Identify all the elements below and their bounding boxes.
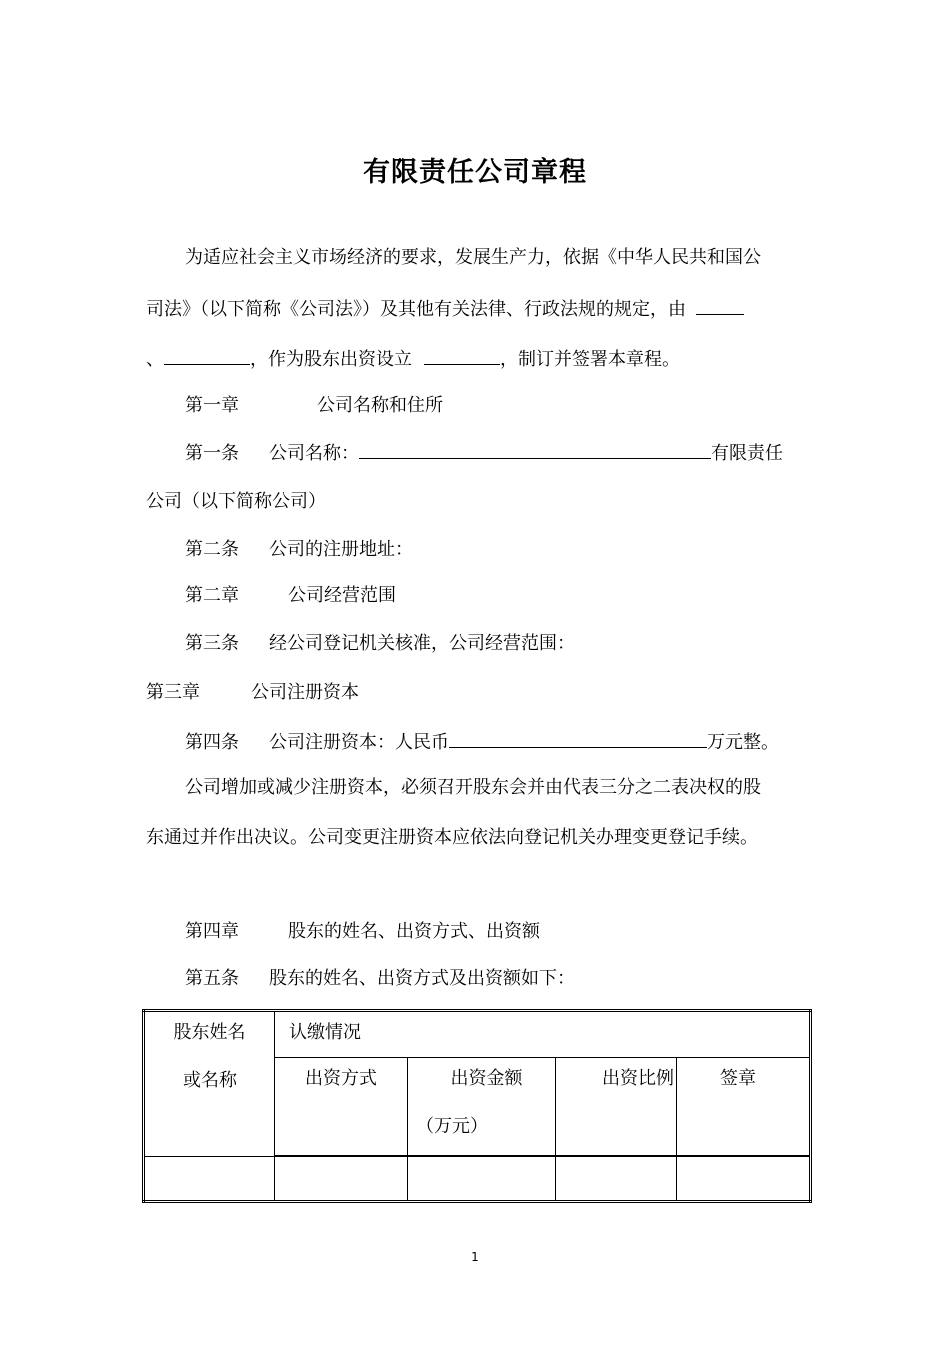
header-contribution-ratio-label: 出资比例: [602, 1068, 674, 1089]
chapter-3-title: 公司注册资本: [251, 682, 359, 703]
article-4-label: 公司注册资本：人民币: [269, 732, 449, 753]
chapter-3: [146, 681, 359, 705]
header-subscription-label: 认缴情况: [289, 1022, 361, 1043]
header-subscription-group: [275, 1011, 811, 1058]
intro-line-2: [146, 296, 744, 322]
capital-blank: [449, 729, 707, 748]
chapter-4-title: 股东的姓名、出资方式、出资额: [288, 921, 540, 942]
capital-paragraph-line-2: 东通过并作出决议。公司变更注册资本应依法向登记机关办理变更登记手续。: [146, 827, 758, 848]
article-3-number: 第三条: [185, 633, 239, 654]
intro-line-3-mid: ，作为股东出资设立: [250, 349, 412, 370]
chapter-2: [185, 584, 396, 608]
intro-line-1: 为适应社会主义市场经济的要求，发展生产力，依据《中华人民共和国公: [185, 247, 761, 268]
table-cell: [408, 1157, 556, 1202]
header-contribution-amount-l1: 出资金额: [450, 1068, 523, 1089]
article-2: [185, 538, 413, 562]
chapter-1-title: 公司名称和住所: [317, 395, 443, 416]
chapter-4-number: 第四章: [185, 921, 239, 942]
intro-line-3-sep: 、: [146, 349, 164, 370]
chapter-3-number: 第三章: [146, 682, 200, 703]
table-cell: [144, 1157, 275, 1202]
header-signature-label: 签章: [720, 1068, 756, 1089]
company-name-blank: [359, 440, 711, 459]
table-cell: [677, 1157, 811, 1202]
article-2-text: 公司的注册地址：: [269, 539, 413, 560]
article-1-number: 第一条: [185, 443, 239, 464]
chapter-4: [185, 920, 540, 944]
article-1: [185, 440, 783, 466]
founder-blank-1: [696, 296, 744, 315]
header-contribution-method-label: 出资方式: [305, 1068, 377, 1089]
header-contribution-method: [275, 1058, 408, 1156]
page-number: 1: [471, 1250, 479, 1264]
article-5: [185, 967, 575, 991]
article-5-text: 股东的姓名、出资方式及出资额如下：: [269, 968, 575, 989]
article-3-text: 经公司登记机关核准，公司经营范围：: [269, 633, 575, 654]
chapter-1: [185, 394, 443, 418]
header-contribution-amount: [408, 1058, 556, 1156]
table-row: [144, 1157, 811, 1202]
article-4-suffix: 万元整。: [707, 732, 779, 753]
article-4-number: 第四条: [185, 732, 239, 753]
founder-blank-2: [164, 346, 250, 365]
article-4: [185, 729, 779, 755]
article-1-continuation: 公司（以下简称公司）: [146, 491, 326, 512]
article-1-label: 公司名称：: [269, 443, 359, 464]
header-shareholder-name: [144, 1011, 275, 1157]
header-signature: [677, 1058, 811, 1156]
article-1-suffix: 有限责任: [711, 443, 783, 464]
intro-line-3-end: ，制订并签署本章程。: [500, 349, 680, 370]
table-cell: [556, 1157, 677, 1202]
table-cell: [275, 1157, 408, 1202]
shareholder-table: [142, 1009, 812, 1203]
header-contribution-ratio: [556, 1058, 677, 1156]
chapter-2-number: 第二章: [185, 585, 239, 606]
header-contribution-amount-l2: （万元）: [416, 1116, 488, 1137]
chapter-2-title: 公司经营范围: [288, 585, 396, 606]
article-5-number: 第五条: [185, 968, 239, 989]
company-blank: [424, 346, 500, 365]
header-shareholder-name-l1: 股东姓名: [173, 1022, 246, 1043]
article-3: [185, 632, 575, 656]
document-title: 有限责任公司章程: [363, 157, 587, 188]
intro-line-2-text: 司法》（以下简称《公司法》）及其他有关法律、行政法规的规定，由: [146, 299, 686, 320]
chapter-1-number: 第一章: [185, 395, 239, 416]
header-shareholder-name-l2: 或名称: [183, 1070, 237, 1091]
article-2-number: 第二条: [185, 539, 239, 560]
intro-line-3: [146, 346, 680, 372]
capital-paragraph-line-1: 公司增加或减少注册资本，必须召开股东会并由代表三分之二表决权的股: [185, 777, 761, 798]
